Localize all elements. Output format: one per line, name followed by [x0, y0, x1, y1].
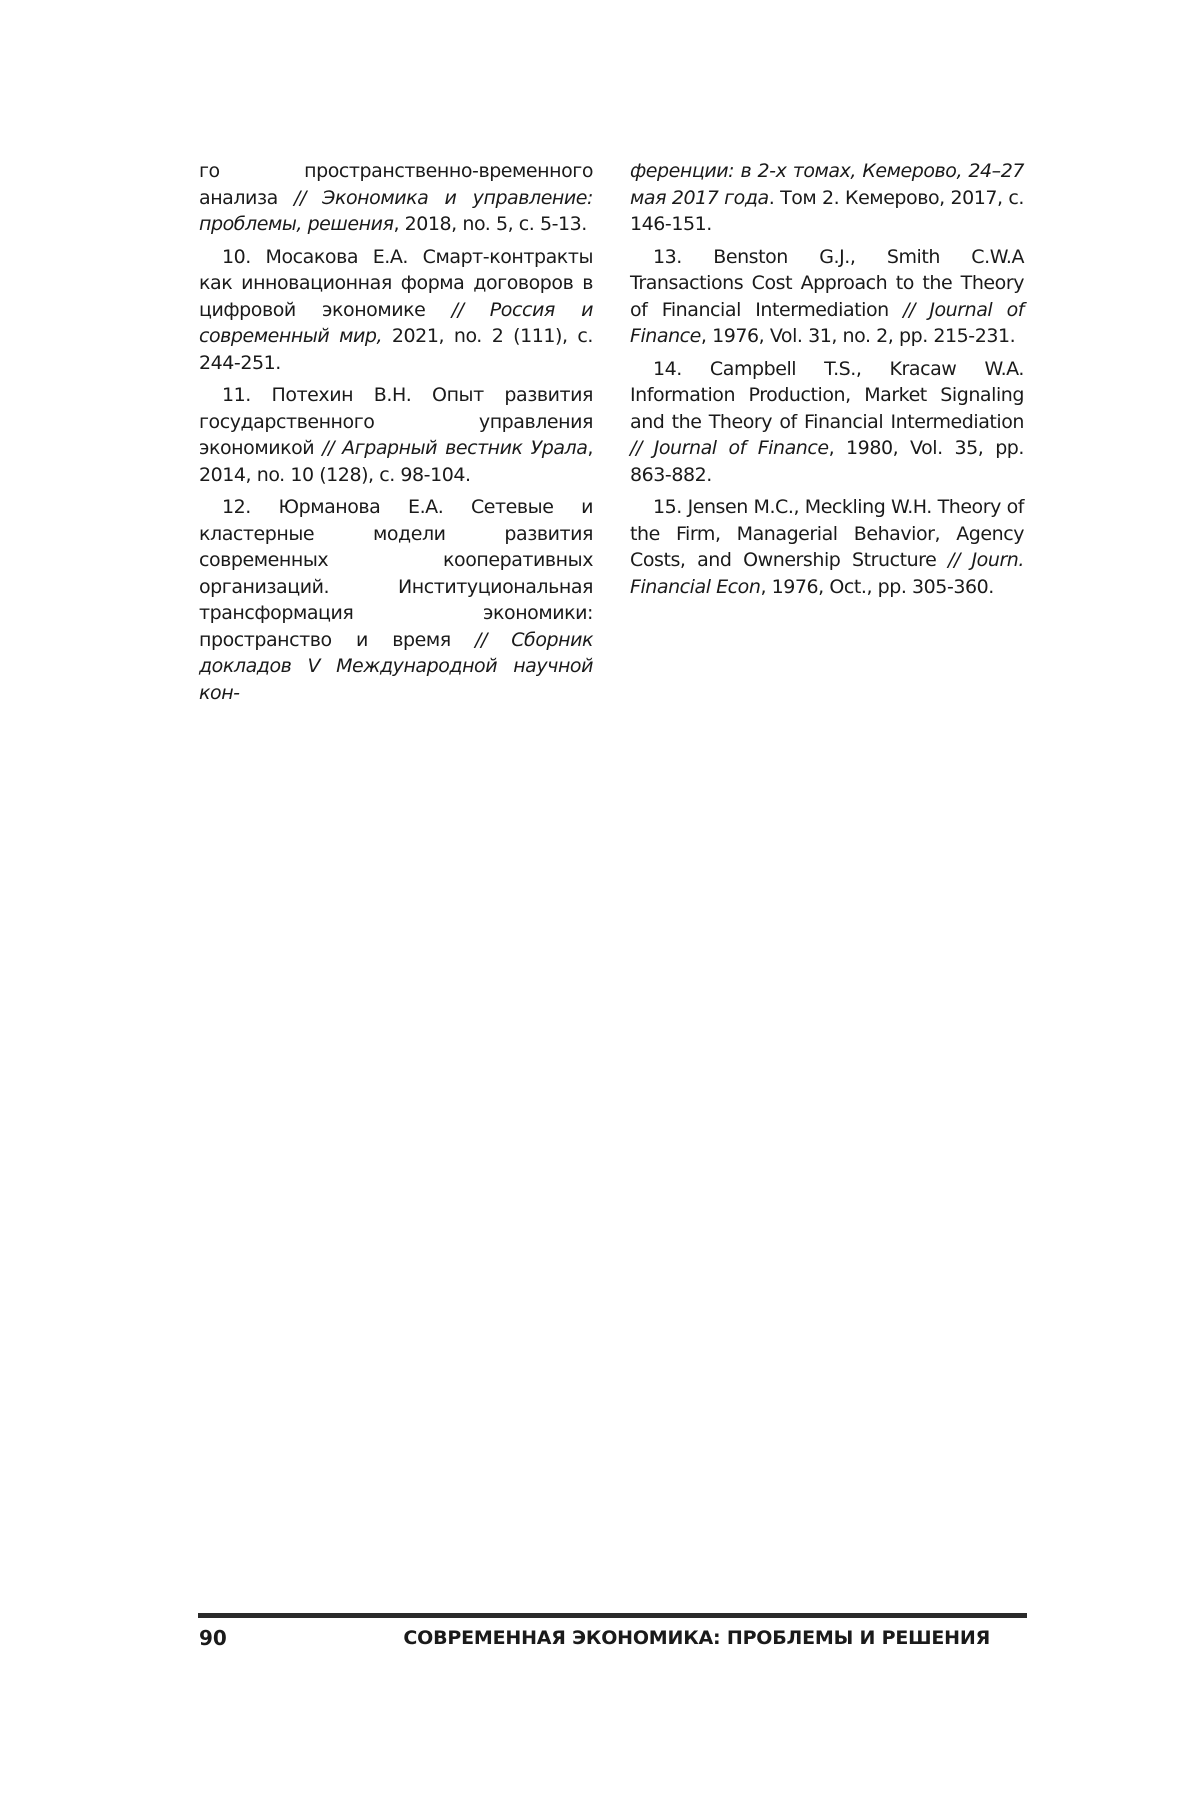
reference-source: // Journal of Finance	[630, 437, 829, 459]
reference-source: // Сборник докладов V Международной научной кон-	[199, 628, 594, 704]
reference-source: // Экономика и управление: проблемы, решения	[199, 186, 593, 235]
reference-entry	[630, 494, 1024, 600]
reference-source: // Journal of Finance	[630, 298, 1024, 347]
reference-entry	[630, 244, 1024, 350]
reference-column-left	[199, 158, 593, 712]
reference-entry	[630, 356, 1024, 489]
reference-text: 11. Потехин В.Н. Опыт развития государственного управления экономикой	[199, 384, 593, 459]
reference-entry	[630, 158, 1024, 238]
reference-entry	[199, 158, 593, 238]
reference-details: , 2014, no. 10 (128), с. 98-104.	[199, 437, 594, 486]
reference-entry	[199, 382, 593, 488]
reference-details: , 1976, Oct., pp. 305-360.	[760, 575, 994, 598]
reference-column-right	[630, 158, 1024, 606]
reference-source: // Аграрный вестник Урала	[322, 437, 588, 459]
reference-entry	[199, 494, 593, 706]
running-footer-journal-title: СОВРЕМЕННАЯ ЭКОНОМИКА: ПРОБЛЕМЫ И РЕШЕНИЯ	[403, 1627, 990, 1649]
reference-details: , 2018, no. 5, с. 5-13.	[393, 213, 587, 235]
reference-source: ференции: в 2-х томах, Кемерово, 24–27 мая 2017 года	[630, 160, 1024, 209]
reference-text: 10. Мосакова Е.А. Смарт-контракты как инновационная форма договоров в цифровой экономике	[199, 245, 593, 321]
reference-text: 12. Юрманова Е.А. Сетевые и кластерные модели развития современных кооперативных организаций. Институциональная трансформация экономики: пространство и время	[199, 496, 593, 651]
reference-source: // Россия и современный мир,	[199, 298, 593, 347]
reference-details: , 1976, Vol. 31, no. 2, pp. 215-231.	[700, 325, 1016, 347]
reference-details: , 1980, Vol. 35, pp. 863-882.	[630, 437, 1025, 486]
reference-text: 15. Jensen M.C., Meckling W.H. Theory of the Firm, Managerial Behavior, Agency Costs, and Ownership Structure	[630, 496, 1024, 571]
reference-text: 13. Benston G.J., Smith C.W.A Transactions Cost Approach to the Theory of Financial Intermediation	[630, 245, 1024, 321]
reference-source: // Journ. Financial Econ	[630, 549, 1024, 598]
reference-text: 14. Campbell T.S., Kracaw W.A. Information Production, Market Signaling and the Theory of Financial Intermediation	[630, 357, 1024, 433]
reference-entry	[199, 244, 593, 377]
reference-details: 2021, no. 2 (111), с. 244-251.	[199, 325, 593, 374]
footer-divider	[198, 1613, 1027, 1618]
reference-details: . Том 2. Кемерово, 2017, с. 146-151.	[630, 186, 1024, 235]
reference-text: го пространственно-временного анализа	[199, 160, 593, 209]
page-number: 90	[199, 1626, 227, 1650]
